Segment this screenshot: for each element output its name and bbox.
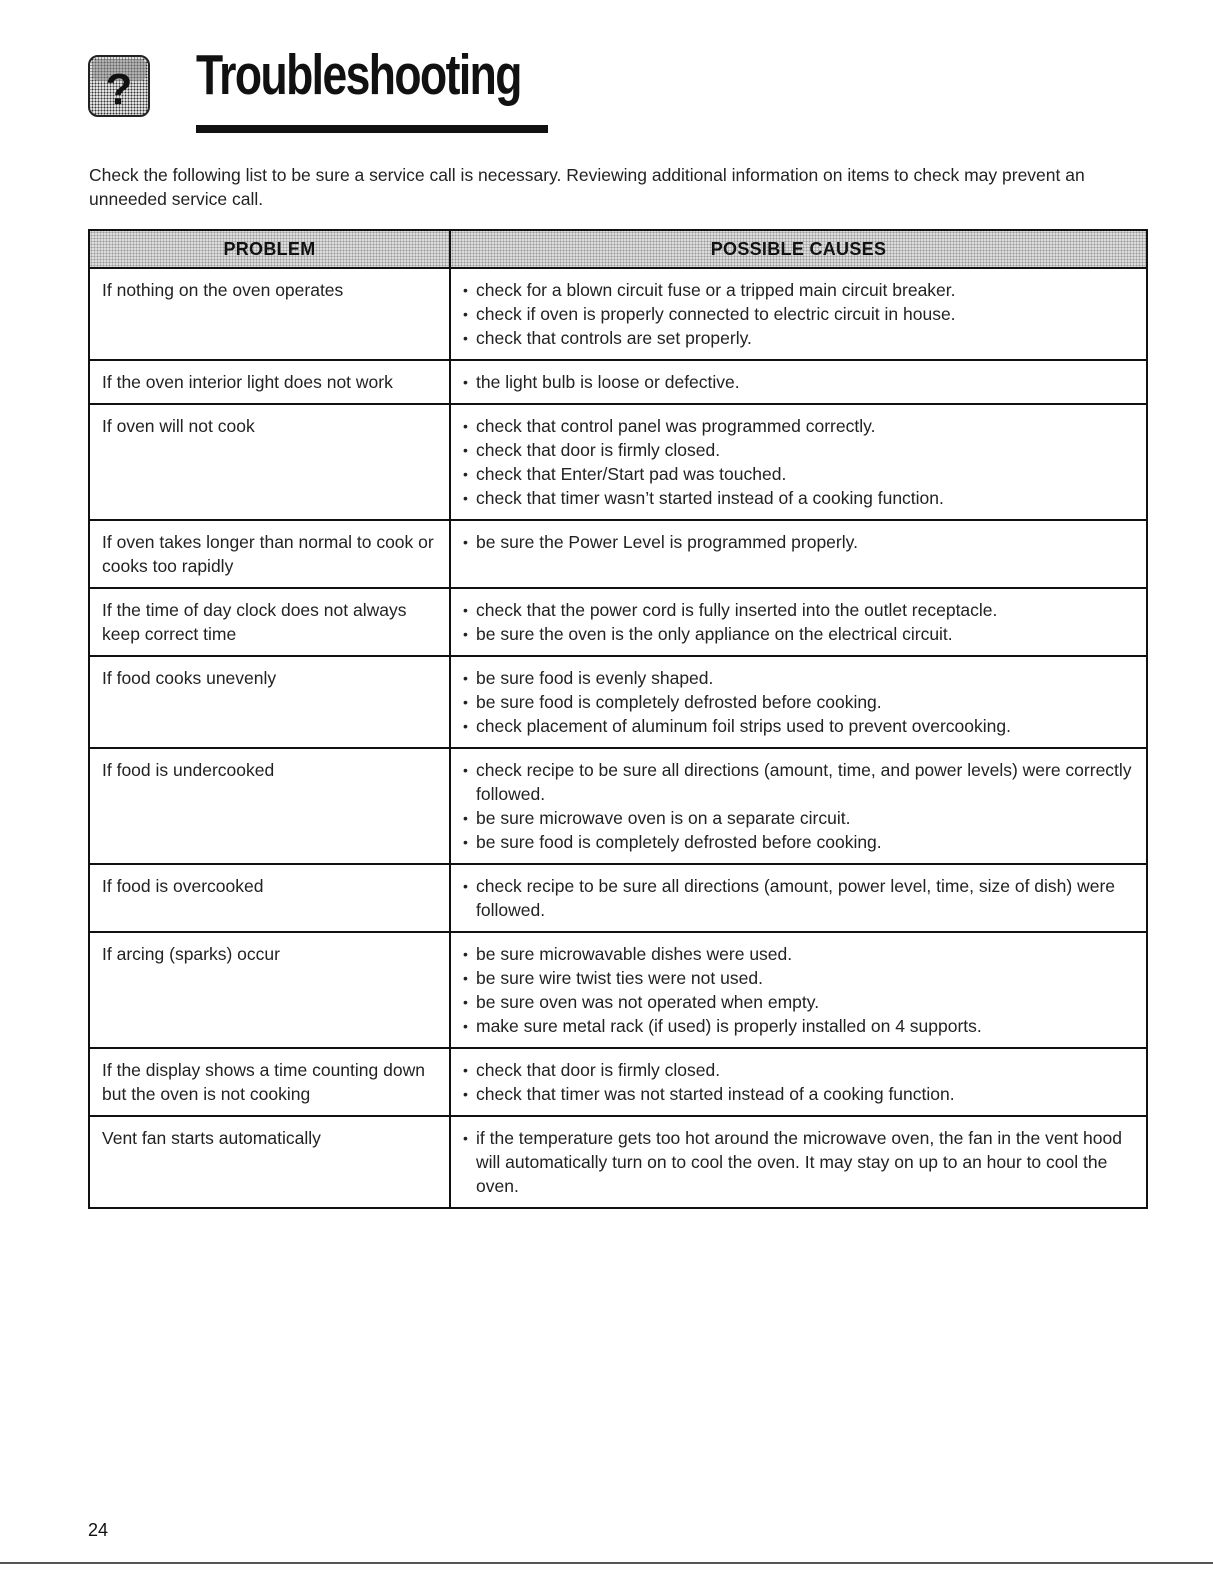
cause-item: • be sure food is completely defrosted before cooking. (463, 690, 1136, 714)
cause-item: • be sure the oven is the only appliance on the electrical circuit. (463, 622, 1136, 646)
causes-list (463, 414, 1136, 510)
causes-cell (450, 656, 1147, 748)
causes-list (463, 370, 1136, 394)
cause-item: • check that door is firmly closed. (463, 1058, 1136, 1082)
page-title: Troubleshooting (196, 43, 521, 107)
cause-item: • check that controls are set properly. (463, 326, 1136, 350)
table-row (89, 588, 1147, 656)
causes-cell (450, 748, 1147, 864)
problem-cell: If food cooks unevenly (89, 656, 450, 748)
help-question-icon (88, 55, 150, 117)
cause-item: • check recipe to be sure all directions (amount, time, and power levels) were correctly followed. (463, 758, 1136, 806)
causes-cell (450, 1048, 1147, 1116)
causes-list (463, 278, 1136, 350)
problem-cell: If nothing on the oven operates (89, 268, 450, 360)
cause-item: • check that door is firmly closed. (463, 438, 1136, 462)
cause-item: • be sure food is evenly shaped. (463, 666, 1136, 690)
causes-list (463, 530, 1136, 554)
cause-item: • check if oven is properly connected to electric circuit in house. (463, 302, 1136, 326)
cause-item: • check that control panel was programmed correctly. (463, 414, 1136, 438)
problem-cell: If the time of day clock does not always keep correct time (89, 588, 450, 656)
table-row (89, 1048, 1147, 1116)
cause-item: • check that Enter/Start pad was touched. (463, 462, 1136, 486)
causes-cell (450, 360, 1147, 404)
cause-item: • the light bulb is loose or defective. (463, 370, 1136, 394)
cause-item: • check that timer wasn’t started instead of a cooking function. (463, 486, 1136, 510)
causes-cell (450, 932, 1147, 1048)
causes-cell (450, 404, 1147, 520)
table-row (89, 932, 1147, 1048)
problem-cell: If food is overcooked (89, 864, 450, 932)
table-row (89, 404, 1147, 520)
problem-cell: If arcing (sparks) occur (89, 932, 450, 1048)
cause-item: • be sure microwavable dishes were used. (463, 942, 1136, 966)
causes-list (463, 1126, 1136, 1198)
cause-item: • be sure the Power Level is programmed properly. (463, 530, 1136, 554)
table-row (89, 864, 1147, 932)
cause-item: • be sure food is completely defrosted before cooking. (463, 830, 1136, 854)
problem-cell: If the oven interior light does not work (89, 360, 450, 404)
causes-cell (450, 588, 1147, 656)
causes-cell (450, 520, 1147, 588)
table-row (89, 748, 1147, 864)
problem-cell: If oven will not cook (89, 404, 450, 520)
svg-text:?: ? (105, 65, 133, 114)
causes-list (463, 666, 1136, 738)
page-header (88, 42, 548, 134)
cause-item: • be sure oven was not operated when empty. (463, 990, 1136, 1014)
causes-list (463, 1058, 1136, 1106)
table-row (89, 268, 1147, 360)
cause-item: • be sure wire twist ties were not used. (463, 966, 1136, 990)
intro-paragraph: Check the following list to be sure a service call is necessary. Reviewing additional information on items to check may prevent an unneeded service call. (89, 165, 1085, 209)
causes-list (463, 758, 1136, 854)
cause-item: • be sure microwave oven is on a separate circuit. (463, 806, 1136, 830)
table-row (89, 656, 1147, 748)
cause-item: • check placement of aluminum foil strips used to prevent overcooking. (463, 714, 1136, 738)
cause-item: • check recipe to be sure all directions (amount, power level, time, size of dish) were followed. (463, 874, 1136, 922)
causes-cell (450, 864, 1147, 932)
cause-item: • check that the power cord is fully inserted into the outlet receptacle. (463, 598, 1136, 622)
table-row (89, 1116, 1147, 1208)
cause-item: • check that timer was not started instead of a cooking function. (463, 1082, 1136, 1106)
causes-list (463, 942, 1136, 1038)
troubleshooting-table (88, 229, 1148, 1209)
causes-list (463, 598, 1136, 646)
table-row (89, 360, 1147, 404)
causes-list (463, 874, 1136, 922)
title-underline (196, 125, 548, 133)
problem-cell: Vent fan starts automatically (89, 1116, 450, 1208)
bottom-divider (0, 1562, 1213, 1564)
causes-cell (450, 268, 1147, 360)
cause-item: • check for a blown circuit fuse or a tripped main circuit breaker. (463, 278, 1136, 302)
cause-item: • make sure metal rack (if used) is properly installed on 4 supports. (463, 1014, 1136, 1038)
problem-cell: If the display shows a time counting down but the oven is not cooking (89, 1048, 450, 1116)
page-number: 24 (88, 1520, 109, 1540)
table-row (89, 520, 1147, 588)
column-header-problem: PROBLEM (89, 230, 450, 268)
causes-cell (450, 1116, 1147, 1208)
cause-item: • if the temperature gets too hot around the microwave oven, the fan in the vent hood will automatically turn on to cool the oven. It may stay on up to an hour to cool the oven. (463, 1126, 1136, 1198)
problem-cell: If oven takes longer than normal to cook or cooks too rapidly (89, 520, 450, 588)
table-header-row (89, 230, 1147, 268)
problem-cell: If food is undercooked (89, 748, 450, 864)
column-header-possible-causes: POSSIBLE CAUSES (450, 230, 1147, 268)
